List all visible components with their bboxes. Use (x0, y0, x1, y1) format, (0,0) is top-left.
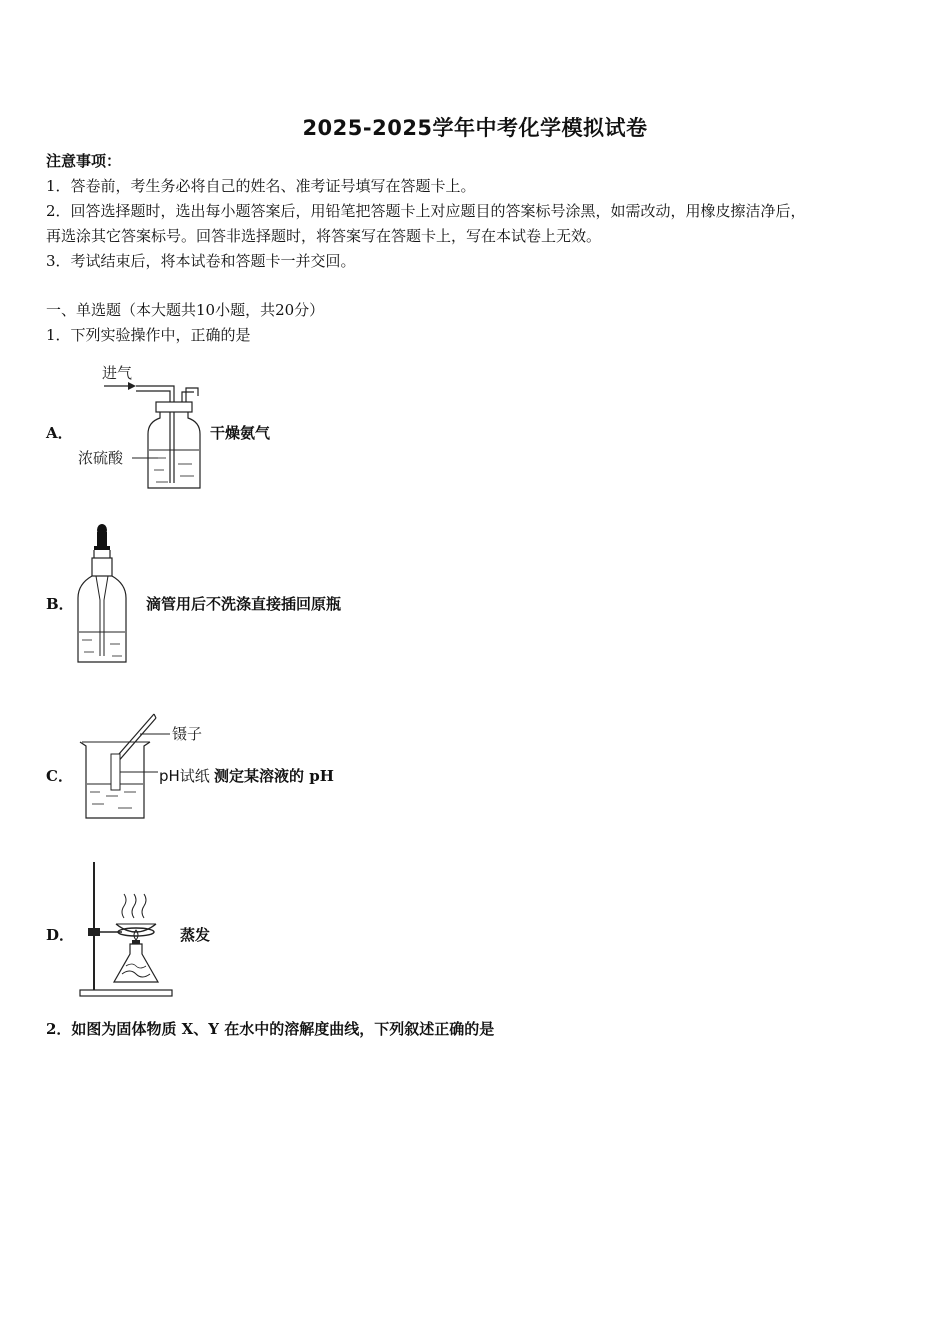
notice-item-3: 3．考试结束后，将本试卷和答题卡一并交回。 (46, 252, 356, 270)
notice-heading: 注意事项： (46, 152, 122, 170)
option-b-text: 滴管用后不洗涤直接插回原瓶 (146, 595, 342, 613)
option-a-text: 干燥氨气 (210, 424, 271, 442)
notice-item-2: 2．回答选择题时，选出每小题答案后，用铅笔把答题卡上对应题目的答案标号涂黑，如需改动，用橡皮擦洁净后， (46, 202, 806, 220)
gas-washing-bottle-figure (74, 358, 214, 502)
fig-label-conc-acid: 浓硫酸 (78, 449, 124, 467)
option-c-letter: C． (46, 767, 73, 785)
fig-label-tweezers: 镊子 (172, 725, 203, 743)
page-title: 2025-2025学年中考化学模拟试卷 (302, 116, 648, 140)
option-b-letter: B． (46, 595, 74, 613)
question-2-stem: 2．如图为固体物质 X、Y 在水中的溶解度曲线，下列叙述正确的是 (46, 1020, 495, 1038)
section-heading: 一、单选题（本大题共10小题，共20分） (46, 301, 325, 319)
notice-item-1: 1．答卷前，考生务必将自己的姓名、准考证号填写在答题卡上。 (46, 177, 476, 195)
option-d-text: 蒸发 (180, 926, 211, 944)
notice-item-2-cont: 再选涂其它答案标号。回答非选择题时，将答案写在答题卡上，写在本试卷上无效。 (46, 227, 602, 245)
option-c-text: 测定某溶液的 pH (214, 767, 334, 785)
fig-label-ph-paper: pH试纸 (159, 767, 210, 785)
fig-label-gas-in: 进气 (102, 364, 133, 382)
question-1-stem: 1．下列实验操作中，正确的是 (46, 326, 251, 344)
evaporation-figure (76, 858, 176, 1004)
option-a-letter: A． (46, 424, 73, 442)
option-d-letter: D． (46, 926, 75, 944)
dropper-bottle-figure (72, 520, 132, 672)
